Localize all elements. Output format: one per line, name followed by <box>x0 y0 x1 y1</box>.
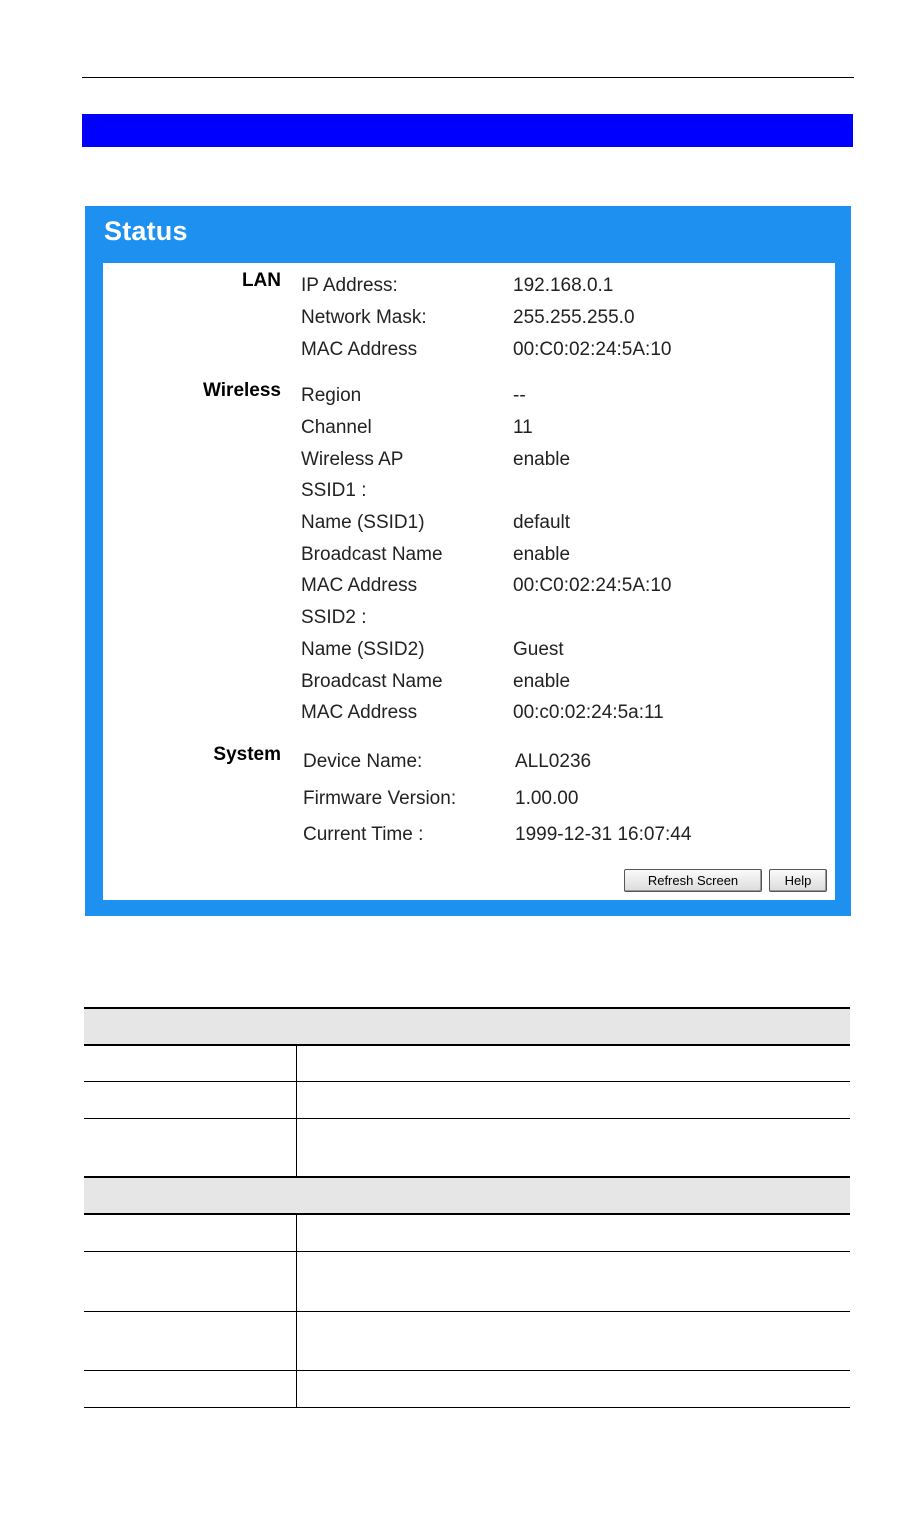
table-section-header <box>84 1177 850 1214</box>
wireless-ap-label: Wireless AP <box>301 449 404 470</box>
ssid2-broadcast-label: Broadcast Name <box>301 671 443 692</box>
system-group-label: System <box>213 744 281 765</box>
table-row <box>84 1214 850 1251</box>
ssid2-heading: SSID2 : <box>301 607 367 628</box>
wireless-ap-value: enable <box>513 449 571 470</box>
table-row <box>84 1311 850 1370</box>
lan-mask-label: Network Mask: <box>301 307 427 328</box>
lan-mask-value: 255.255.255.0 <box>513 307 635 328</box>
lan-ip-label: IP Address: <box>301 275 398 296</box>
firmware-label: Firmware Version: <box>303 788 457 809</box>
section-heading-band <box>82 114 853 147</box>
ssid1-broadcast-value: enable <box>513 544 571 565</box>
table-row <box>84 1045 850 1081</box>
ssid1-name-value: default <box>513 512 571 533</box>
current-time-value: 1999-12-31 16:07:44 <box>515 824 692 845</box>
status-panel <box>85 206 851 916</box>
wireless-region-value: -- <box>513 385 526 406</box>
ssid1-mac-label: MAC Address <box>301 575 418 596</box>
ssid2-mac-label: MAC Address <box>301 702 418 723</box>
table-section-header <box>84 1008 850 1045</box>
ssid2-name-label: Name (SSID2) <box>301 639 425 660</box>
firmware-value: 1.00.00 <box>515 788 579 809</box>
ssid1-mac-value: 00:C0:02:24:5A:10 <box>513 575 672 596</box>
wireless-region-label: Region <box>301 385 362 406</box>
table-row <box>84 1251 850 1311</box>
ssid1-name-label: Name (SSID1) <box>301 512 425 533</box>
lan-ip-value: 192.168.0.1 <box>513 275 614 296</box>
lan-mac-value: 00:C0:02:24:5A:10 <box>513 339 672 360</box>
ssid1-heading: SSID1 : <box>301 480 367 501</box>
lan-mac-label: MAC Address <box>301 339 418 360</box>
table-row <box>84 1081 850 1118</box>
ssid2-mac-value: 00:c0:02:24:5a:11 <box>513 702 664 723</box>
device-name-value: ALL0236 <box>515 751 592 772</box>
help-button[interactable]: Help <box>769 869 827 892</box>
refresh-screen-button[interactable]: Refresh Screen <box>624 869 762 892</box>
description-table <box>84 1007 850 1408</box>
table-row <box>84 1370 850 1407</box>
table-row <box>84 1118 850 1177</box>
ssid1-broadcast-label: Broadcast Name <box>301 544 443 565</box>
header-rule <box>82 77 854 78</box>
status-content <box>103 263 835 900</box>
wireless-group-label: Wireless <box>203 380 281 401</box>
current-time-label: Current Time : <box>303 824 424 845</box>
panel-title: Status <box>104 216 188 246</box>
ssid2-broadcast-value: enable <box>513 671 571 692</box>
ssid2-name-value: Guest <box>513 639 564 660</box>
device-name-label: Device Name: <box>303 751 423 772</box>
wireless-channel-label: Channel <box>301 417 372 438</box>
lan-group-label: LAN <box>241 270 281 291</box>
wireless-channel-value: 11 <box>513 417 533 438</box>
